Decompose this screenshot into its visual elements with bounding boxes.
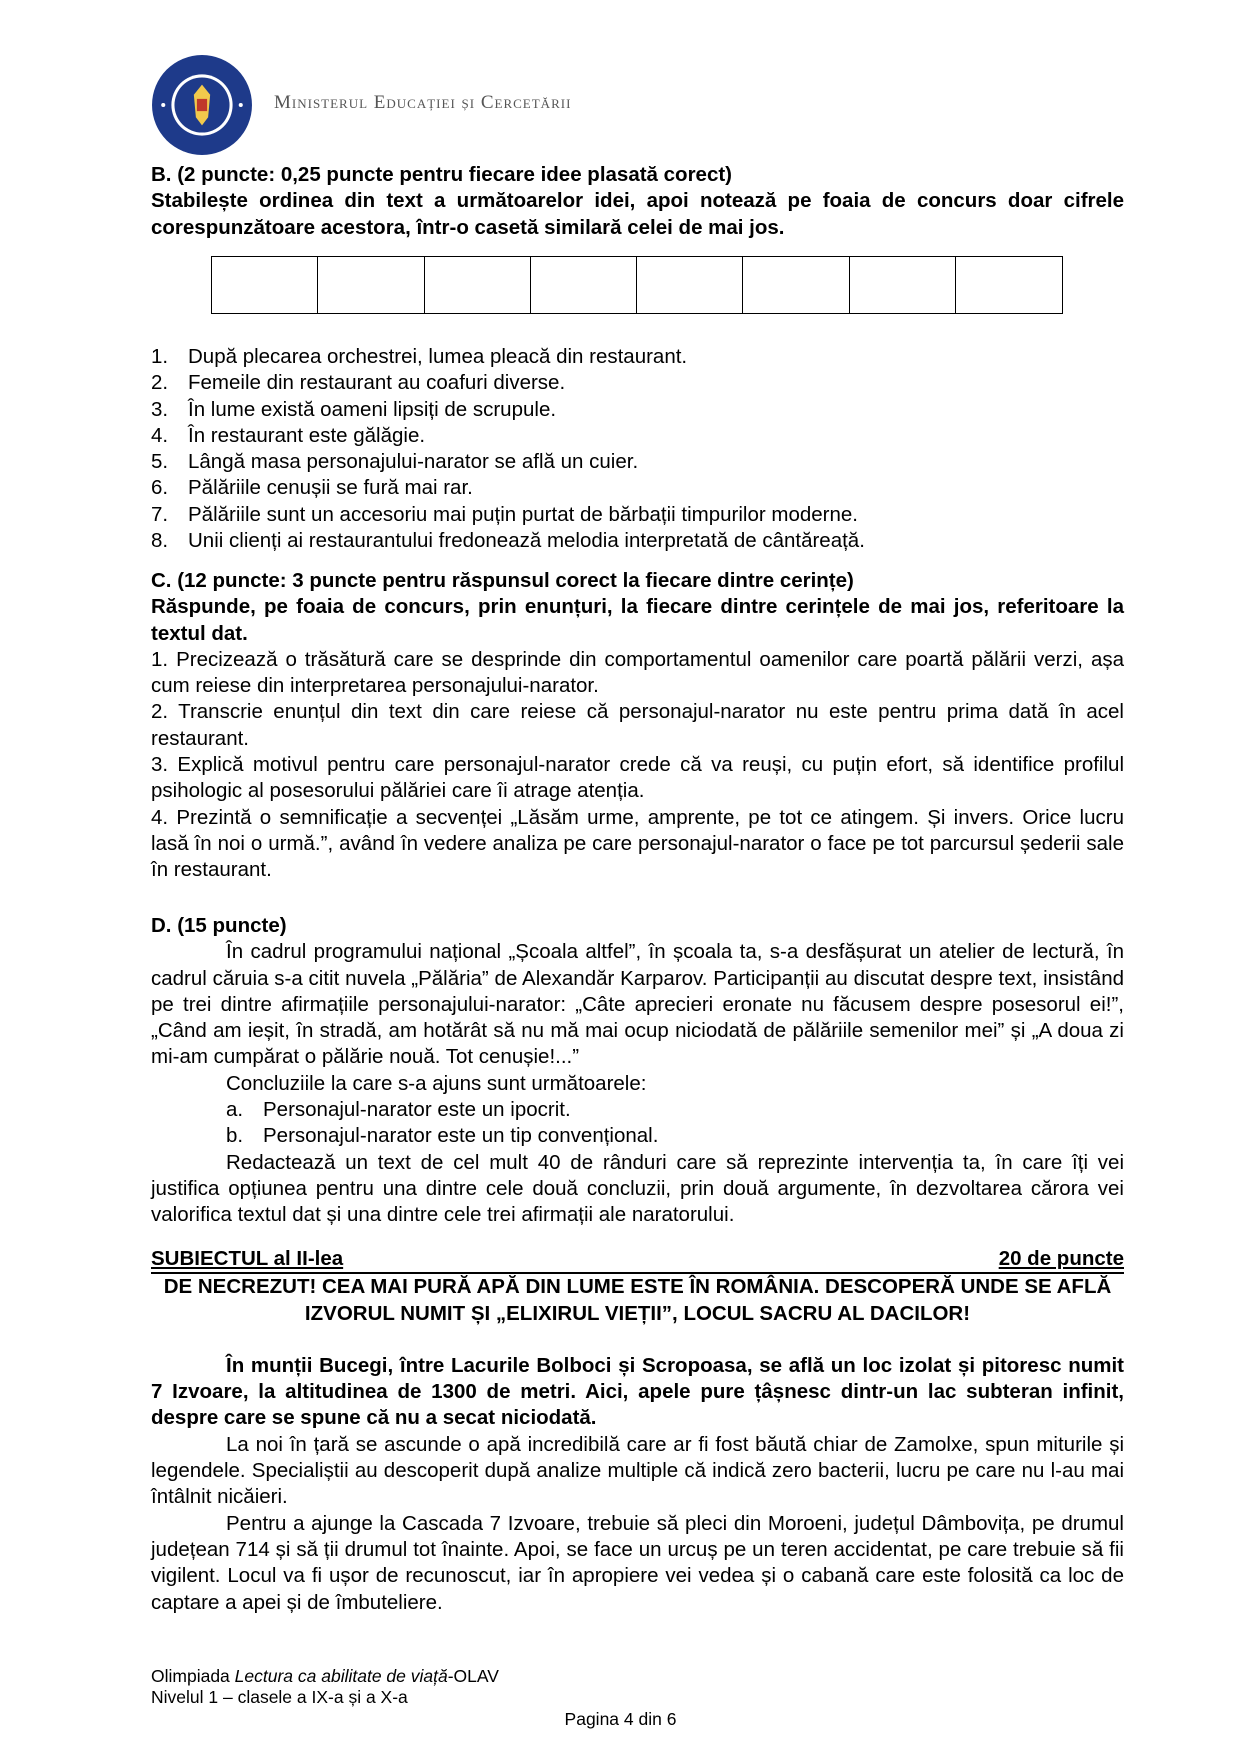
footer-italic: Lectura ca abilitate de viață [234, 1666, 448, 1686]
section-b [151, 162, 1124, 241]
article-lead: În munții Bucegi, între Lacurile Bolboci și Scropoasa, se află un loc izolat și pitoresc numit 7 Izvoare, la altitudinea de 1300 de metri. Aici, apele pure țâșnesc dintr-un lac subteran infinit, despre care se spune că nu a secat niciodată. [151, 1353, 1124, 1430]
list-item [151, 344, 1124, 370]
option-letter: b. [226, 1124, 244, 1148]
footer-text: -OLAV [447, 1666, 499, 1686]
answer-cell [425, 257, 531, 313]
section-b-instruction: Stabilește ordinea din text a următoarelor idei, apoi notează pe foaia de concurs doar cifrele corespunzătoare acestora, într-o casetă similară celei de mai jos. [151, 189, 1124, 239]
item-text: După plecarea orchestrei, lumea pleacă din restaurant. [188, 345, 688, 368]
subject-2-heading [151, 1246, 1124, 1274]
subject-label: SUBIECTUL al II-lea [151, 1247, 344, 1270]
government-seal-logo [151, 54, 253, 156]
section-c-instruction: Răspunde, pe foaia de concurs, prin enunțuri, la fiecare dintre cerințele de mai jos, referitoare la textul dat. [151, 595, 1124, 645]
item-number: 4. [151, 423, 169, 447]
option-text: Personajul-narator este un tip convențional. [263, 1124, 659, 1148]
list-item [151, 528, 1124, 554]
page-number: Pagina 4 din 6 [564, 1709, 677, 1729]
ideas-list [151, 344, 1124, 554]
item-number: 3. [151, 397, 169, 421]
section-c-title: C. (12 puncte: 3 puncte pentru răspunsul corect la fiecare dintre cerințe) [151, 569, 854, 592]
ministry-name: Ministerul Educației și Cercetării [274, 92, 572, 113]
answer-cell [850, 257, 956, 313]
section-d [151, 913, 1124, 1229]
question: 4. Prezintă o semnificație a secvenței „Lăsăm urme, amprente, pe tot ce atingem. Și invers. Orice lucru lasă în noi o urmă.”, având în vedere analiza pe care personajul-narator o face pe tot parcursul șederii sale în restaurant. [151, 805, 1124, 882]
item-text: Pălăriile cenușii se fură mai rar. [188, 476, 473, 500]
item-number: 8. [151, 529, 169, 553]
article-paragraph: Pentru a ajunge la Cascada 7 Izvoare, trebuie să pleci din Moroeni, județul Dâmbovița, pe drumul județean 714 și să ții drumul tot înainte. Apoi, se face un urcuș pe un teren accidentat, pe care trebuie să fii vigilent. Locul va fi ușor de recunoscut, iar în apropiere vei vedea și o cabană care este folosită ca loc de captare a apei și de îmbuteliere. [151, 1511, 1124, 1614]
footer-level: Nivelul 1 – clasele a IX-a și a X-a [151, 1687, 408, 1707]
section-d-conclusions-intro: Concluziile la care s-a ajuns sunt următoarele: [226, 1071, 647, 1095]
item-text: Lângă masa personajului-narator se află un cuier. [188, 450, 639, 474]
list-item [151, 423, 1124, 449]
answer-cell [637, 257, 743, 313]
question: 3. Explică motivul pentru care personajul-narator crede că va reuși, cu puțin efort, să identifice profilul psihologic al posesorului pălăriei care îi atrage atenția. [151, 753, 1124, 803]
item-number: 1. [151, 345, 169, 368]
subject-2 [151, 1246, 1124, 1616]
article-paragraph: La noi în țară se ascunde o apă incredibilă care ar fi fost băută chiar de Zamolxe, spun miturile și legendele. Specialiștii au descoperit după analize multiple că indică zero bacterii, lucru pe care nu l-au mai întâlnit nicăieri. [151, 1432, 1124, 1509]
list-item [151, 475, 1124, 501]
answer-cell [531, 257, 637, 313]
section-d-paragraph: În cadrul programului național „Școala altfel”, în școala ta, s-a desfășurat un atelier de lectură, în cadrul căruia s-a citit nuvela „Pălăria” de Alexandăr Karparov. Participanții au discutat despre text, insistând pe trei dintre afirmațiile personajului-narator: „Câte aprecieri eronate nu făcusem despre posesorul ei!”, „Când am ieșit, în stradă, am hotărât să nu mă mai ocup niciodată de pălăriile semenilor mei” și „A doua zi mi-am cumpărat o pălărie nouă. Tot cenușie!...” [151, 940, 1124, 1069]
question: 1. Precizează o trăsătură care se desprinde din comportamentul oamenilor care poartă pălării verzi, așa cum reiese din interpretarea personajului-narator. [151, 647, 1124, 698]
section-c [151, 568, 1124, 884]
section-d-task: Redactează un text de cel mult 40 de rânduri care să reprezinte intervenția ta, în care îți vei justifica opțiunea pentru una dintre cele două concluzii, prin două argumente, în dezvoltarea cărora vei valorifica textul dat și una dintre cele trei afirmații ale naratorului. [151, 1150, 1124, 1227]
item-text: Unii clienți ai restaurantului fredonează melodia interpretată de cântăreață. [188, 529, 865, 553]
item-number: 2. [151, 371, 169, 395]
answer-cell [956, 257, 1062, 313]
item-text: Femeile din restaurant au coafuri diverse. [188, 371, 566, 395]
section-d-title: D. (15 puncte) [151, 914, 287, 937]
conclusion-option [151, 1123, 1124, 1149]
list-item [151, 502, 1124, 528]
footer-text: Olimpiada [151, 1666, 235, 1686]
item-text: În lume există oameni lipsiți de scrupule. [188, 397, 557, 421]
list-item [151, 449, 1124, 475]
list-item [151, 370, 1124, 396]
item-number: 7. [151, 502, 169, 526]
section-b-title: B. (2 puncte: 0,25 puncte pentru fiecare idee plasată corect) [151, 163, 733, 186]
answer-cell [212, 257, 318, 313]
item-text: În restaurant este gălăgie. [188, 423, 426, 447]
question: 2. Transcrie enunțul din text din care reiese că personajul-narator nu este pentru prima dată în acel restaurant. [151, 700, 1124, 750]
item-number: 6. [151, 476, 169, 500]
answer-cell [318, 257, 424, 313]
item-text: Pălăriile sunt un accesoriu mai puțin purtat de bărbații timpurilor moderne. [188, 502, 859, 526]
conclusion-option [151, 1097, 1124, 1123]
subject-points: 20 de puncte [998, 1247, 1124, 1270]
list-item [151, 397, 1124, 423]
answer-cell [743, 257, 849, 313]
option-text: Personajul-narator este un ipocrit. [263, 1098, 571, 1122]
article-headline: DE NECREZUT! CEA MAI PURĂ APĂ DIN LUME ESTE ÎN ROMÂNIA. DESCOPERĂ UNDE SE AFLĂ IZVORUL NUMIT ȘI „ELIXIRUL VIEȚII”, LOCUL SACRU AL DACILOR! [163, 1275, 1112, 1325]
item-number: 5. [151, 450, 169, 474]
answer-box [211, 256, 1063, 314]
option-letter: a. [226, 1098, 244, 1122]
footer-olympiad [151, 1666, 499, 1687]
